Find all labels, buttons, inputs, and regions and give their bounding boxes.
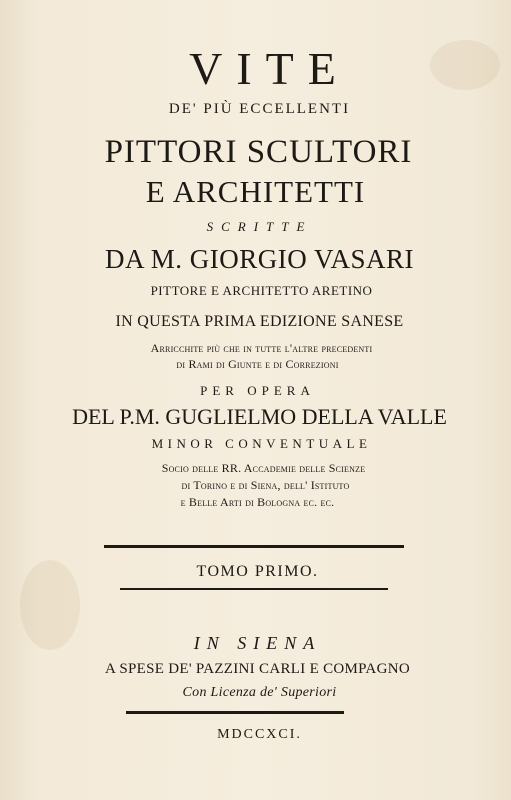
editor-affiliation-2: di Torino e di Siena, dell' Istituto — [181, 478, 350, 492]
subtitle-eccellenti: DE' PIÙ ECCELLENTI — [168, 101, 351, 117]
subtitle-scritte: SCRITTE — [206, 219, 313, 234]
editor-affiliation-3: e Belle Arti di Bologna ec. ec. — [180, 495, 335, 509]
per-opera-line: PER OPERA — [200, 383, 315, 398]
editor-name: DEL P.M. GUGLIELMO DELLA VALLE — [72, 404, 447, 429]
imprint-publisher: A SPESE DE' PAZZINI CARLI E COMPAGNO — [105, 661, 410, 677]
main-title: VITE — [189, 43, 350, 94]
imprint-place: IN SIENA — [193, 633, 322, 653]
edition-line: IN QUESTA PRIMA EDIZIONE SANESE — [115, 313, 404, 330]
subtitle-pittori: PITTORI SCULTORI — [104, 134, 413, 170]
divider-rule-top — [104, 545, 404, 548]
imprint-licence: Con Licenza de' Superiori — [182, 685, 337, 700]
editor-order: MINOR CONVENTUALE — [151, 436, 372, 451]
editor-affiliation-1: Socio delle RR. Accademie delle Scienze — [161, 461, 366, 475]
divider-rule-imprint — [126, 711, 344, 714]
divider-rule-bottom — [120, 588, 388, 590]
author-role: PITTORE E ARCHITETTO ARETINO — [150, 283, 373, 298]
volume-label: TOMO PRIMO. — [196, 563, 319, 580]
author-name: DA M. GIORGIO VASARI — [104, 244, 415, 274]
enriched-line-2: di Rami di Giunte e di Correzioni — [176, 357, 339, 371]
enriched-line-1: Arricchite più che in tutte l'altre precedenti — [150, 341, 373, 355]
imprint-date: MDCCXCI. — [217, 727, 302, 742]
subtitle-architetti: E ARCHITETTI — [145, 174, 366, 209]
